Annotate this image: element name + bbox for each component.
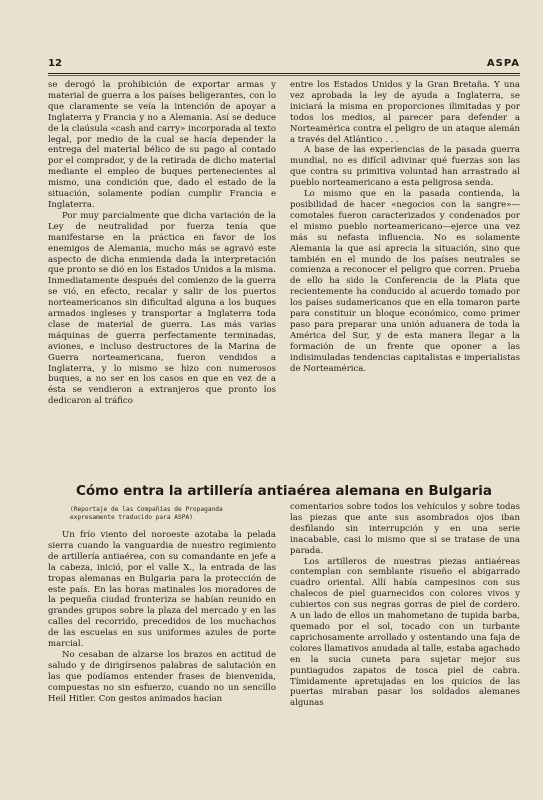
paragraph: se derogó la prohibición de exportar armas y material de guerra a los países beligerantes, con lo que claramente se veía la intención de apoyar a Inglaterra y Francia y no a Alemania. Así se deduce de la claúsula «cash and carry» incorporada al texto legal, por medio de la cual se hacía depender la entrega del material bélico de su pago al contado por el comprador, y de la retirada de dicho material mediante el empleo de buques pertenecientes al mismo, una condición que, dado el estado de la situación, solamente podían cumplir Francia e Inglaterra. <box>48 80 276 210</box>
paragraph: Los artilleros de nuestras piezas antiaéreas contemplan con semblante risueño el abigarrado cuadro oriental. Allí había campesinos con sus chalecos de piel guarnecidos con colores vivos y cubiertos con sus negras gorras de piel de cordero. A un lado de ellos un mahometano de tupida barba, quemado por el sol, tocado con un turbante caprichosamente arrollado y ostentando una faja de colores llamativos anudada al talle, estaba agachado en la sucia cuneta para sujetar mejor sus puntiagudos zapatos de tosca piel de cabra. Tímidamente apretujadas en los quicios de las puertas miraban pasar los soldados alemanes algunas <box>290 556 520 709</box>
paragraph: Lo mismo que en la pasada contienda, la posibilidad de hacer «negocios con la sangre»—comotales fueron caracterizados y condenados por el mismo pueblo norteamericano—ejerce una vez más su nefasta influencia. No es solamente Alemania la que así aprecia la situación, sino que también en el mundo de los países neutrales se comienza a reconocer el peligro que corren. Prueba de ello ha sido la Conferencia de la Plata que recientemente ha conducido al acuerdo tomado por los países sudamericanos que en ella tomaron parte para constituir un bloque económico, como primer paso para preparar una unión aduanera de toda la América del Sur, y de esta manera llegar a la formación de un frente que oponer a las indisimuladas tendencias capitalistas e imperialistas de Norteamérica. <box>290 189 520 374</box>
paragraph: Un frío viento del noroeste azotaba la pelada sierra cuando la vanguardia de nuestro regimiento de artillería antiaérea, con su comandante en jefe a la cabeza, inició, por el valle X., la entrada de las tropas alemanas en Bulgaria para la protección de este país. En las horas matinales los moradores de la pequeña ciudad fronteriza se habían reunido en grandes grupos sobre la plaza del mercado y en las calles del recorrido, precedidos de los muchachos de las escuelas en sus uniformes azules de porte marcial. <box>48 530 276 650</box>
article-title: Cómo entra la artillería antiaérea alemana en Bulgaria <box>75 483 493 499</box>
paragraph: comentarios sobre todos los vehículos y sobre todas las piezas que ante sus asombrados ojos iban desfilando sin interrupción y en una serie inacabable, casi lo mismo que si se tratase de una parada. <box>290 502 520 556</box>
top-article-column-2 <box>290 80 520 374</box>
page-number: 12 <box>48 58 62 69</box>
header-rule <box>48 73 520 74</box>
page-header <box>48 58 520 70</box>
paragraph: entre los Estados Unidos y la Gran Bretaña. Y una vez aprobada la ley de ayuda a Inglaterra, se iniciará la misma en proporciones ilimitadas y por todos los medios, al parecer para defender a Norteamérica contra el peligro de un ataque alemán a través del Atlántico . . . <box>290 80 520 145</box>
paragraph: Por muy parcialmente que dicha variación de la Ley de neutralidad por fuerza tenía que manifestarse en la práctica en favor de los enemigos de Alemania, mucho más se agravó este aspecto de dicha enmienda dada la interpretación que pronto se dió en los Estados Unidos a la misma. Inmediatamente después del comienzo de la guerra se vió, en efecto, recalar y salir de los puertos norteamericanos sin dificultad alguna a los buques armados ingleses y transportar a Inglaterra toda clase de material de guerra. Las más varias máquinas de guerra perfectamente terminadas, aviones, e incluso destructores de la Marina de Guerra norteamericana, fueron vendidos a Inglaterra, y lo mismo se hizo con numerosos buques, a no ser en los casos en que en vez de a ésta se vendieron a extranjeros que pronto los dedicaron al tráfico <box>48 210 276 407</box>
header-rule-thin <box>48 75 520 76</box>
bottom-article-column-1 <box>48 530 276 705</box>
top-article-column-1 <box>48 80 276 407</box>
paragraph: No cesaban de alzarse los brazos en actitud de saludo y de dirigírsenos palabras de salutación en las que podíamos entender frases de bienvenida, compuestas no sin esfuerzo, cuando no un sencillo Heil Hitler. Con gestos animados hacían <box>48 649 276 704</box>
bottom-article-column-2 <box>290 502 520 709</box>
magazine-name: ASPA <box>486 58 520 69</box>
article-source-note: (Reportaje de las Compañías de Propaganda expresamente traducido para ASPA) <box>70 506 223 522</box>
paragraph: A base de las experiencias de la pasada guerra mundial, no es difícil adivinar qué fuerzas son las que contra su primitiva voluntad han arrastrado al pueblo norteamericano a esta peligrosa senda. <box>290 145 520 189</box>
